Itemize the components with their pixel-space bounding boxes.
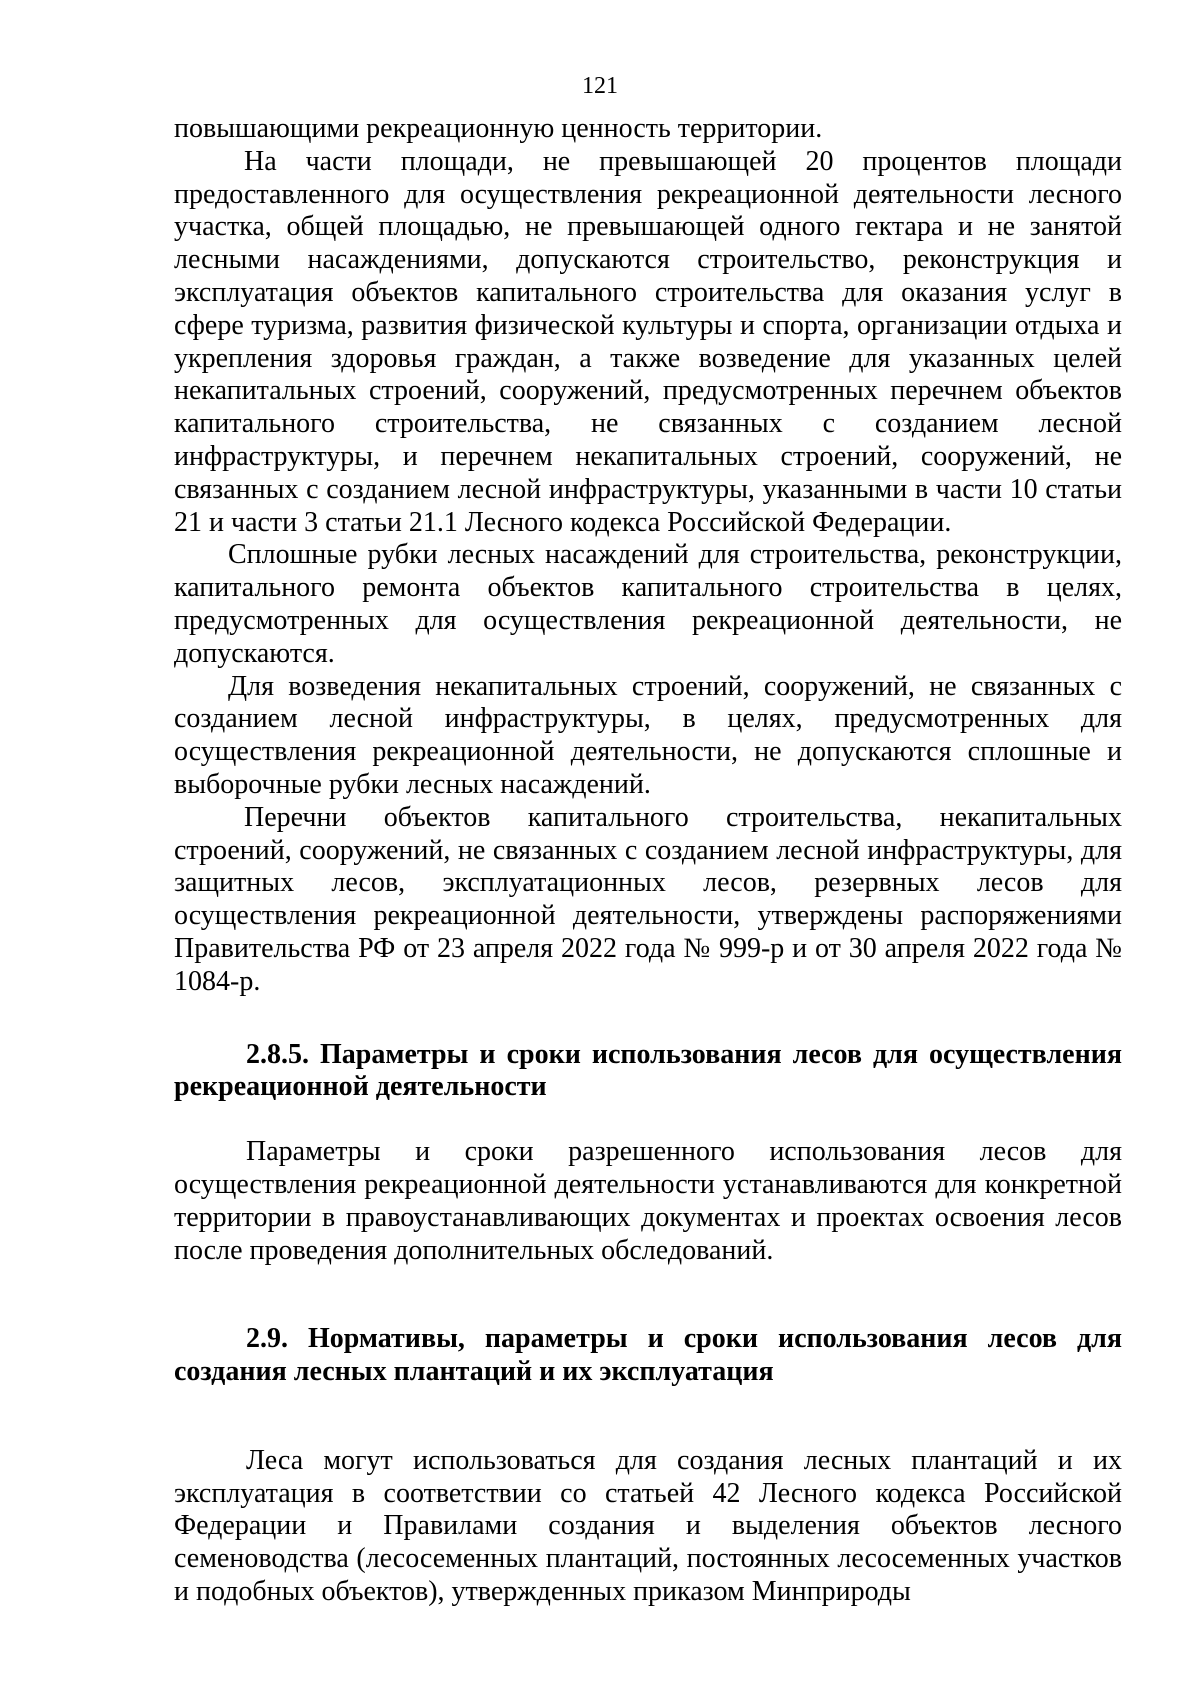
paragraph-object-lists: Перечни объектов капитального строительства, некапитальных строений, сооружений, не связанных с созданием лесной инфраструктуры, для защитных лесов, эксплуатационных лесов, резервных лесов для осуществления рекреационной деятельности, утверждены распоряжениями Правительства РФ от 23 апреля 2022 года № 999-р и от 30 апреля 2022 года № 1084-р. — [174, 801, 1122, 997]
document-body — [174, 113, 1122, 1609]
paragraph-continuation: повышающими рекреационную ценность территории. — [174, 113, 823, 144]
paragraph-noncapital-structures: Для возведения некапитальных строений, сооружений, не связанных с созданием лесной инфраструктуры, в целях, предусмотренных для осуществления рекреационной деятельности, не допускаются сплошные и выборочные рубки лесных насаждений. — [174, 670, 1122, 800]
page-number: 121 — [582, 73, 618, 99]
section-heading-2-8-5: 2.8.5. Параметры и сроки использования лесов для осуществления рекреационной деятельности — [174, 1038, 1122, 1103]
section-heading-2-9: 2.9. Нормативы, параметры и сроки использования лесов для создания лесных плантаций и их эксплуатация — [174, 1323, 1122, 1388]
paragraph-forest-plantations: Леса могут использоваться для создания лесных плантаций и их эксплуатация в соответствии со статьей 42 Лесного кодекса Российской Федерации и Правилами создания и выделения объектов лесного семеноводства (лесосеменных плантаций, постоянных лесосеменных участков и подобных объектов), утвержденных приказом Минприроды — [174, 1444, 1122, 1608]
paragraph-clear-cutting: Сплошные рубки лесных насаждений для строительства, реконструкции, капитального ремонта объектов капитального строительства в целях, предусмотренных для осуществления рекреационной деятельности, не допускаются. — [174, 539, 1122, 669]
paragraph-parameters-terms: Параметры и сроки разрешенного использования лесов для осуществления рекреационной деятельности устанавливаются для конкретной территории в правоустанавливающих документах и проектах освоения лесов после проведения дополнительных обследований. — [174, 1136, 1122, 1266]
paragraph-recreational-construction: На части площади, не превышающей 20 процентов площади предоставленного для осуществления рекреационной деятельности лесного участка, общей площадью, не превышающей одного гектара и не занятой лесными насаждениями, допускаются строительство, реконструкция и эксплуатация объектов капитального строительства для оказания услуг в сфере туризма, развития физической культуры и спорта, организации отдыха и укрепления здоровья граждан, а также возведение для указанных целей некапитальных строений, сооружений, предусмотренных перечнем объектов капитального строительства, не связанных с созданием лесной инфраструктуры, и перечнем некапитальных строений, сооружений, не связанных с созданием лесной инфраструктуры, указанными в части 10 статьи 21 и части 3 статьи 21.1 Лесного кодекса Российской Федерации. — [174, 145, 1122, 538]
